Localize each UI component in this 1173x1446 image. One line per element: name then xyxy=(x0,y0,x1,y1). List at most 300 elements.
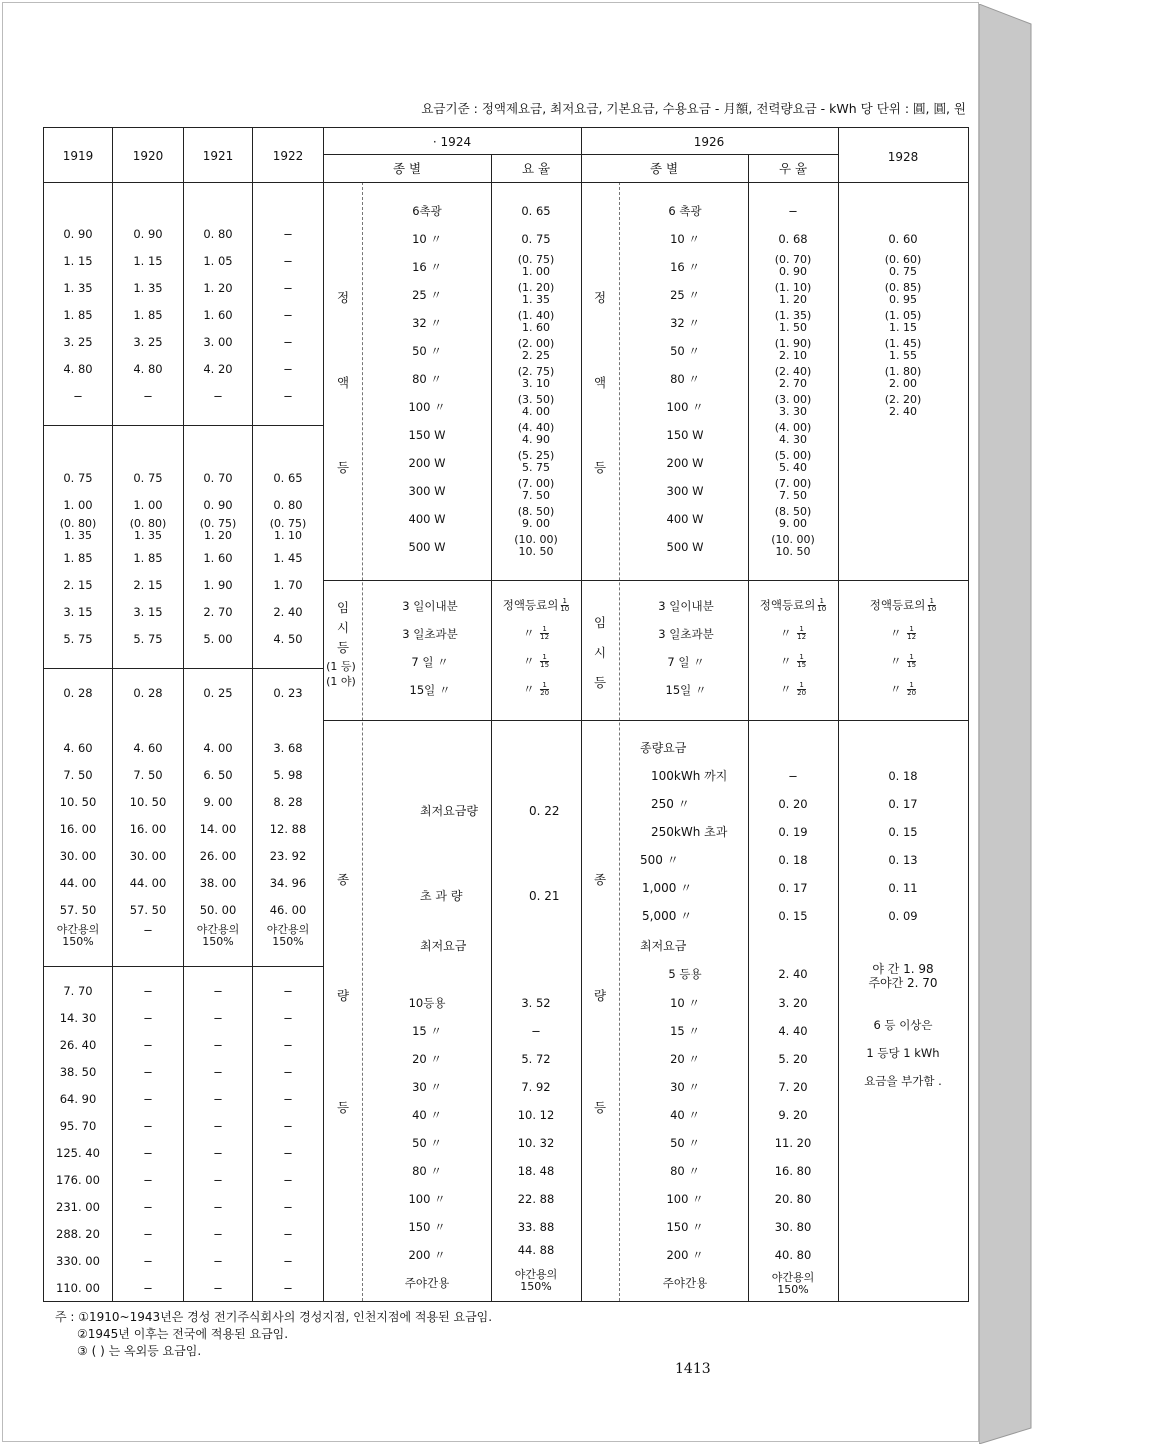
flat-kind-1926-1: 10 〃 xyxy=(670,232,700,246)
footnote-1: 주 : ①1910~1943년은 경성 전기주식회사의 경성지점, 인천지점에 적용된 요금임. xyxy=(55,1310,493,1324)
meter-kind-1924-10: 주야간용 xyxy=(404,1276,450,1290)
temp-rate-1924-1 xyxy=(523,626,549,641)
header-1924: · 1924 xyxy=(432,135,472,149)
header-1920: 1920 xyxy=(132,149,164,163)
flat-rate-1926-12: (10. 00) 10. 50 xyxy=(771,533,815,558)
meter-kind-1924-6: 80 〃 xyxy=(412,1164,442,1178)
footnotes xyxy=(55,1309,492,1360)
cell-1920-row-11: 2. 15 xyxy=(133,578,163,592)
meter-rate-1924-5: 10. 32 xyxy=(517,1136,555,1150)
flat-rate-1926-10: (7. 00) 7. 50 xyxy=(774,477,812,502)
page-number: 1413 xyxy=(675,1361,711,1377)
cell-1919-row-6: − xyxy=(73,389,83,403)
cell-1921-row-31: − xyxy=(213,1200,223,1214)
flat-group-1926-2: 등 xyxy=(593,460,607,475)
flat-kind-1926-11: 400 W xyxy=(666,512,704,526)
flat-group-1926-1: 액 xyxy=(593,375,607,390)
flat-rate-1924-7: (3. 50) 4. 00 xyxy=(517,393,555,418)
cell-1920-row-14: 0. 28 xyxy=(133,686,163,700)
temp-rate-1924-0 xyxy=(503,598,569,613)
cell-1922-row-11: 1. 70 xyxy=(273,578,303,592)
cell-1922-row-3: − xyxy=(283,308,293,322)
meter-note-1928-line-0: 6 등 이상은 xyxy=(873,1018,933,1032)
cell-1921-row-21: 50. 00 xyxy=(199,903,237,917)
flat-rate-1928-4: (1. 45) 1. 55 xyxy=(884,337,922,362)
temp-rate-1926-1-label: 〃 xyxy=(779,626,796,640)
cell-1922-row-34: − xyxy=(283,1281,293,1295)
meter-rate-1928-top-3: 0. 13 xyxy=(888,853,918,867)
flat-kind-1924-12: 500 W xyxy=(408,540,446,554)
cell-1919-row-22: 야간용의 150% xyxy=(56,923,100,948)
temp-group-1924-1: 시 xyxy=(336,620,350,635)
flat-rate-1924-4: (1. 40) 1. 60 xyxy=(517,309,555,334)
cell-1922-row-29: − xyxy=(283,1146,293,1160)
cell-1921-row-8: 0. 90 xyxy=(203,498,233,512)
meter-kind-1926-2: 15 〃 xyxy=(670,1024,700,1038)
meter-kind-1924-2: 20 〃 xyxy=(412,1052,442,1066)
cell-1919-row-10: 1. 85 xyxy=(63,551,93,565)
footnote-2: ②1945년 이후는 전국에 적용된 요금임. xyxy=(77,1327,289,1341)
cell-1922-row-27: − xyxy=(283,1092,293,1106)
cell-1922-row-13: 4. 50 xyxy=(273,632,303,646)
temp-rate-1928-0-fraction: $\frac{1}{10}$ xyxy=(927,597,937,613)
meter-rate-1926-7: 16. 80 xyxy=(774,1164,812,1178)
cell-1921-row-11: 1. 90 xyxy=(203,578,233,592)
flat-group-1924-0: 정 xyxy=(336,290,350,305)
flat-rate-1926-9: (5. 00) 5. 40 xyxy=(774,449,812,474)
meter-kind-1926-7: 80 〃 xyxy=(670,1164,700,1178)
meter-rate-1926-top-2: 0. 19 xyxy=(778,825,808,839)
meter-rate-1924-1: − xyxy=(531,1024,541,1038)
flat-kind-1926-4: 32 〃 xyxy=(670,316,700,330)
cell-1921-row-15: 4. 00 xyxy=(203,741,233,755)
meter-rate-1924-6: 18. 48 xyxy=(517,1164,555,1178)
cell-1921-row-7: 0. 70 xyxy=(203,471,233,485)
flat-kind-1926-12: 500 W xyxy=(666,540,704,554)
temp-rate-1924-2-fraction: $\frac{1}{15}$ xyxy=(540,653,550,669)
flat-kind-1924-11: 400 W xyxy=(408,512,446,526)
flat-rate-1924-5: (2. 00) 2. 25 xyxy=(517,337,555,362)
flat-group-1926-0: 정 xyxy=(593,290,607,305)
meter-rate-1924-top-1: 0. 21 xyxy=(529,889,560,903)
cell-1919-row-25: 26. 40 xyxy=(59,1038,97,1052)
flat-kind-1926-8: 150 W xyxy=(666,428,704,442)
cell-1922-row-23: − xyxy=(283,984,293,998)
cell-1922-row-18: 12. 88 xyxy=(269,822,307,836)
flat-kind-1926-10: 300 W xyxy=(666,484,704,498)
cell-1921-row-19: 26. 00 xyxy=(199,849,237,863)
flat-rate-1924-1: 0. 75 xyxy=(521,232,551,246)
temp-rate-1926-1-fraction: $\frac{1}{12}$ xyxy=(797,625,807,641)
header-kind-1924: 종 별 xyxy=(392,161,422,176)
cell-1922-row-21: 46. 00 xyxy=(269,903,307,917)
cell-1920-row-29: − xyxy=(143,1146,153,1160)
cell-1919-row-9: (0. 80) 1. 35 xyxy=(59,517,97,542)
cell-1919-row-1: 1. 15 xyxy=(63,254,93,268)
meter-kind-1924-8: 150 〃 xyxy=(408,1220,446,1234)
meter-kind-1926-5: 40 〃 xyxy=(670,1108,700,1122)
temp-rate-1928-1-fraction: $\frac{1}{12}$ xyxy=(907,625,917,641)
cell-1920-row-20: 44. 00 xyxy=(129,876,167,890)
header-1919: 1919 xyxy=(62,149,94,163)
meter-rate-1924-top-0: 0. 22 xyxy=(529,804,560,818)
cell-1920-row-2: 1. 35 xyxy=(133,281,163,295)
header-1928: 1928 xyxy=(887,150,919,164)
cell-1922-row-19: 23. 92 xyxy=(269,849,307,863)
cell-1920-row-12: 3. 15 xyxy=(133,605,163,619)
cell-1921-row-20: 38. 00 xyxy=(199,876,237,890)
cell-1921-row-32: − xyxy=(213,1227,223,1241)
flat-rate-1928-5: (1. 80) 2. 00 xyxy=(884,365,922,390)
flat-rate-1926-1: 0. 68 xyxy=(778,232,808,246)
cell-1922-row-22: 야간용의 150% xyxy=(266,923,310,948)
meter-rate-1924-2: 5. 72 xyxy=(521,1052,551,1066)
temp-rate-1926-3-fraction: $\frac{1}{20}$ xyxy=(797,681,807,697)
cell-1919-row-34: 110. 00 xyxy=(56,1281,100,1295)
cell-1920-row-18: 16. 00 xyxy=(129,822,167,836)
cell-1920-row-17: 10. 50 xyxy=(129,795,167,809)
meter-rate-1928-top-5: 0. 09 xyxy=(888,909,918,923)
meter-kind-1926-top-3: 250kWh 초과 xyxy=(651,825,728,839)
meter-kind-1926-1: 10 〃 xyxy=(670,996,700,1010)
meter-kind-1924-4: 40 〃 xyxy=(412,1108,442,1122)
cell-1920-row-7: 0. 75 xyxy=(133,471,163,485)
cell-1920-row-27: − xyxy=(143,1092,153,1106)
meter-kind-1926-top-5: 1,000 〃 xyxy=(642,881,693,895)
footnote-3: ③ ( ) 는 옥외등 요금임. xyxy=(77,1344,202,1358)
meter-rate-1924-0: 3. 52 xyxy=(521,996,551,1010)
temp-rate-1926-3 xyxy=(780,682,806,697)
meter-rate-1926-1: 3. 20 xyxy=(778,996,808,1010)
temp-kind-1924-3: 15일 〃 xyxy=(409,683,451,697)
temp-rate-1926-2-fraction: $\frac{1}{15}$ xyxy=(797,653,807,669)
meter-rate-1926-11: 야간용의 150% xyxy=(771,1271,815,1296)
flat-kind-1924-5: 50 〃 xyxy=(412,344,442,358)
flat-rate-1924-12: (10. 00) 10. 50 xyxy=(514,533,558,558)
header-rate-1924: 요 율 xyxy=(521,161,551,176)
cell-1922-row-30: − xyxy=(283,1173,293,1187)
cell-1919-row-0: 0. 90 xyxy=(63,227,93,241)
cell-1922-row-25: − xyxy=(283,1038,293,1052)
cell-1919-row-30: 176. 00 xyxy=(56,1173,100,1187)
flat-rate-1928-3: (1. 05) 1. 15 xyxy=(884,309,922,334)
cell-1920-row-31: − xyxy=(143,1200,153,1214)
temp-rate-1928-3-label: 〃 xyxy=(889,682,906,696)
cell-1920-row-32: − xyxy=(143,1227,153,1241)
cell-1921-row-5: 4. 20 xyxy=(203,362,233,376)
cell-1922-row-14: 0. 23 xyxy=(273,686,303,700)
cell-1919-row-8: 1. 00 xyxy=(63,498,93,512)
flat-rate-1924-8: (4. 40) 4. 90 xyxy=(517,421,555,446)
cell-1921-row-34: − xyxy=(213,1281,223,1295)
cell-1920-row-19: 30. 00 xyxy=(129,849,167,863)
flat-rate-1928-2: (0. 85) 0. 95 xyxy=(884,281,922,306)
meter-note-1928-night: 야 간 1. 98 주야간 2. 70 xyxy=(868,962,938,990)
meter-rate-1926-4: 7. 20 xyxy=(778,1080,808,1094)
flat-rate-1924-0: 0. 65 xyxy=(521,204,551,218)
meter-kind-1926-9: 150 〃 xyxy=(666,1220,704,1234)
cell-1922-row-0: − xyxy=(283,227,293,241)
meter-kind-1926-0: 5 등용 xyxy=(668,967,702,981)
meter-rate-1924-10: 야간용의 150% xyxy=(514,1268,558,1293)
cell-1919-row-15: 4. 60 xyxy=(63,741,93,755)
meter-group-1926-2: 등 xyxy=(593,1100,607,1115)
cell-1920-row-34: − xyxy=(143,1281,153,1295)
meter-kind-1926-8: 100 〃 xyxy=(666,1192,704,1206)
meter-rate-1926-10: 40. 80 xyxy=(774,1248,812,1262)
meter-rate-1924-8: 33. 88 xyxy=(517,1220,555,1234)
cell-1921-row-30: − xyxy=(213,1173,223,1187)
meter-kind-1926-10: 200 〃 xyxy=(666,1248,704,1262)
meter-rate-1926-3: 5. 20 xyxy=(778,1052,808,1066)
cell-1920-row-4: 3. 25 xyxy=(133,335,163,349)
cell-1922-row-26: − xyxy=(283,1065,293,1079)
flat-rate-1928-0: 0. 60 xyxy=(888,232,918,246)
cell-1922-row-9: (0. 75) 1. 10 xyxy=(269,517,307,542)
meter-kind-1924-top-2: 최저요금 xyxy=(420,939,467,953)
flat-kind-1924-0: 6촉광 xyxy=(412,204,442,218)
temp-rate-1924-2-label: 〃 xyxy=(522,654,539,668)
cell-1921-row-10: 1. 60 xyxy=(203,551,233,565)
cell-1919-row-27: 64. 90 xyxy=(59,1092,97,1106)
cell-1919-row-20: 44. 00 xyxy=(59,876,97,890)
meter-note-1928-line-2: 요금을 부가함 . xyxy=(864,1074,942,1088)
flat-rate-1926-11: (8. 50) 9. 00 xyxy=(774,505,812,530)
cell-1921-row-1: 1. 05 xyxy=(203,254,233,268)
flat-rate-1926-7: (3. 00) 3. 30 xyxy=(774,393,812,418)
temp-rate-1928-1-label: 〃 xyxy=(889,626,906,640)
flat-rate-1926-6: (2. 40) 2. 70 xyxy=(774,365,812,390)
cell-1919-row-7: 0. 75 xyxy=(63,471,93,485)
flat-rate-1926-4: (1. 35) 1. 50 xyxy=(774,309,812,334)
cell-1920-row-8: 1. 00 xyxy=(133,498,163,512)
temp-rate-1928-2-label: 〃 xyxy=(889,654,906,668)
cell-1920-row-24: − xyxy=(143,1011,153,1025)
flat-group-1924-2: 등 xyxy=(336,460,350,475)
header-1926: 1926 xyxy=(693,135,725,149)
cell-1919-row-26: 38. 50 xyxy=(59,1065,97,1079)
temp-rate-1924-1-fraction: $\frac{1}{12}$ xyxy=(540,625,550,641)
cell-1919-row-17: 10. 50 xyxy=(59,795,97,809)
cell-1921-row-33: − xyxy=(213,1254,223,1268)
cell-1919-row-4: 3. 25 xyxy=(63,335,93,349)
flat-rate-1928-6: (2. 20) 2. 40 xyxy=(884,393,922,418)
temp-kind-1924-1: 3 일초과분 xyxy=(402,627,458,641)
cell-1920-row-26: − xyxy=(143,1065,153,1079)
temp-rate-1926-3-label: 〃 xyxy=(779,682,796,696)
meter-rate-1926-top-0: − xyxy=(788,769,798,783)
meter-rate-1926-top-4: 0. 17 xyxy=(778,881,808,895)
temp-rate-1926-2 xyxy=(780,654,806,669)
cell-1920-row-25: − xyxy=(143,1038,153,1052)
temp-group-1926-1: 시 xyxy=(593,645,607,660)
flat-rate-1924-10: (7. 00) 7. 50 xyxy=(517,477,555,502)
cell-1921-row-12: 2. 70 xyxy=(203,605,233,619)
cell-1921-row-6: − xyxy=(213,389,223,403)
meter-kind-1926-4: 30 〃 xyxy=(670,1080,700,1094)
cell-1921-row-22: 야간용의 150% xyxy=(196,923,240,948)
meter-kind-1924-7: 100 〃 xyxy=(408,1192,446,1206)
meter-kind-1926-top-2: 250 〃 xyxy=(651,797,690,811)
cell-1919-row-11: 2. 15 xyxy=(63,578,93,592)
cell-1919-row-18: 16. 00 xyxy=(59,822,97,836)
meter-rate-1924-4: 10. 12 xyxy=(517,1108,555,1122)
meter-group-1926-0: 종 xyxy=(593,872,607,887)
cell-1919-row-24: 14. 30 xyxy=(59,1011,97,1025)
meter-kind-1926-top-7: 최저요금 xyxy=(640,939,687,953)
cell-1922-row-15: 3. 68 xyxy=(273,741,303,755)
temp-kind-1926-0: 3 일이내분 xyxy=(658,599,714,613)
cell-1922-row-6: − xyxy=(283,389,293,403)
flat-kind-1924-6: 80 〃 xyxy=(412,372,442,386)
meter-kind-1926-6: 50 〃 xyxy=(670,1136,700,1150)
temp-rate-1924-3 xyxy=(523,682,549,697)
flat-kind-1924-4: 32 〃 xyxy=(412,316,442,330)
meter-kind-1926-top-4: 500 〃 xyxy=(640,853,679,867)
flat-rate-1928-1: (0. 60) 0. 75 xyxy=(884,253,922,278)
meter-rate-1928-top-4: 0. 11 xyxy=(888,881,918,895)
temp-rate-1924-0-label: 정액등료의 xyxy=(502,598,559,612)
meter-kind-1924-9: 200 〃 xyxy=(408,1248,446,1262)
cell-1920-row-23: − xyxy=(143,984,153,998)
meter-group-1924-0: 종 xyxy=(336,872,350,887)
cell-1922-row-12: 2. 40 xyxy=(273,605,303,619)
flat-kind-1926-0: 6 촉광 xyxy=(668,204,702,218)
flat-rate-1926-5: (1. 90) 2. 10 xyxy=(774,337,812,362)
temp-group-1924-2: 등 xyxy=(336,640,350,655)
cell-1919-row-5: 4. 80 xyxy=(63,362,93,376)
temp-group-1924-0: 임 xyxy=(336,600,350,615)
flat-kind-1924-9: 200 W xyxy=(408,456,446,470)
header-kind-1926: 종 별 xyxy=(649,161,679,176)
flat-kind-1924-2: 16 〃 xyxy=(412,260,442,274)
flat-kind-1924-3: 25 〃 xyxy=(412,288,442,302)
temp-rate-1926-1 xyxy=(780,626,806,641)
unit-header: 요금기준 : 정액제요금, 최저요금, 기본요금, 수용요금 - 月額, 전력량요금 - kWh 당 단위 : 圓, 圓, 원 xyxy=(421,101,966,116)
meter-group-1924-1: 량 xyxy=(336,988,350,1003)
flat-kind-1926-9: 200 W xyxy=(666,456,704,470)
flat-kind-1924-10: 300 W xyxy=(408,484,446,498)
meter-rate-1926-6: 11. 20 xyxy=(774,1136,812,1150)
meter-kind-1924-top-1: 초 과 량 xyxy=(420,889,463,903)
flat-kind-1924-8: 150 W xyxy=(408,428,446,442)
cell-1922-row-7: 0. 65 xyxy=(273,471,303,485)
meter-kind-1924-0: 10등용 xyxy=(408,996,446,1010)
cell-1921-row-26: − xyxy=(213,1065,223,1079)
meter-kind-1924-3: 30 〃 xyxy=(412,1080,442,1094)
cell-1920-row-3: 1. 85 xyxy=(133,308,163,322)
cell-1922-row-1: − xyxy=(283,254,293,268)
cell-1921-row-25: − xyxy=(213,1038,223,1052)
cell-1921-row-24: − xyxy=(213,1011,223,1025)
cell-1919-row-19: 30. 00 xyxy=(59,849,97,863)
flat-rate-1924-9: (5. 25) 5. 75 xyxy=(517,449,555,474)
meter-kind-1926-11: 주야간용 xyxy=(662,1276,708,1290)
header-1921: 1921 xyxy=(202,149,234,163)
cell-1919-row-12: 3. 15 xyxy=(63,605,93,619)
temp-kind-1924-2: 7 일 〃 xyxy=(411,655,449,669)
temp-rate-1924-3-label: 〃 xyxy=(522,682,539,696)
temp-rate-1926-2-label: 〃 xyxy=(779,654,796,668)
temp-rate-1926-0-label: 정액등료의 xyxy=(759,598,816,612)
meter-rate-1926-9: 30. 80 xyxy=(774,1220,812,1234)
cell-1921-row-18: 14. 00 xyxy=(199,822,237,836)
flat-kind-1924-7: 100 〃 xyxy=(408,400,446,414)
flat-rate-1924-11: (8. 50) 9. 00 xyxy=(517,505,555,530)
temp-rate-1928-3-fraction: $\frac{1}{20}$ xyxy=(907,681,917,697)
cell-1920-row-10: 1. 85 xyxy=(133,551,163,565)
flat-rate-1926-2: (0. 70) 0. 90 xyxy=(774,253,812,278)
meter-rate-1924-9: 44. 88 xyxy=(517,1243,555,1257)
meter-kind-1924-top-0: 최저요금량 xyxy=(420,804,478,818)
cell-1922-row-20: 34. 96 xyxy=(269,876,307,890)
meter-rate-1924-7: 22. 88 xyxy=(517,1192,555,1206)
meter-note-1928-line-1: 1 등당 1 kWh xyxy=(866,1046,940,1060)
meter-rate-1924-3: 7. 92 xyxy=(521,1080,551,1094)
meter-rate-1926-5: 9. 20 xyxy=(778,1108,808,1122)
cell-1920-row-16: 7. 50 xyxy=(133,768,163,782)
temp-rate-1926-0 xyxy=(760,598,826,613)
flat-kind-1924-1: 10 〃 xyxy=(412,232,442,246)
flat-kind-1926-7: 100 〃 xyxy=(666,400,704,414)
cell-1919-row-21: 57. 50 xyxy=(59,903,97,917)
cell-1919-row-2: 1. 35 xyxy=(63,281,93,295)
temp-rate-1928-0-label: 정액등료의 xyxy=(869,598,926,612)
meter-rate-1928-top-1: 0. 17 xyxy=(888,797,918,811)
cell-1921-row-14: 0. 25 xyxy=(203,686,233,700)
meter-kind-1926-3: 20 〃 xyxy=(670,1052,700,1066)
temp-rate-1928-2 xyxy=(890,654,916,669)
temp-rate-1924-3-fraction: $\frac{1}{20}$ xyxy=(540,681,550,697)
cell-1920-row-28: − xyxy=(143,1119,153,1133)
flat-rate-1924-3: (1. 20) 1. 35 xyxy=(517,281,555,306)
temp-group-1926-2: 등 xyxy=(593,675,607,690)
cell-1920-row-9: (0. 80) 1. 35 xyxy=(129,517,167,542)
cell-1921-row-2: 1. 20 xyxy=(203,281,233,295)
temp-rate-1926-0-fraction: $\frac{1}{10}$ xyxy=(817,597,827,613)
meter-kind-1924-5: 50 〃 xyxy=(412,1136,442,1150)
header-1922: 1922 xyxy=(272,149,304,163)
meter-rate-1926-top-3: 0. 18 xyxy=(778,853,808,867)
cell-1922-row-5: − xyxy=(283,362,293,376)
cell-1919-row-29: 125. 40 xyxy=(56,1146,100,1160)
flat-group-1924-1: 액 xyxy=(336,375,350,390)
temp-rate-1928-0 xyxy=(870,598,936,613)
cell-1921-row-13: 5. 00 xyxy=(203,632,233,646)
flat-kind-1926-5: 50 〃 xyxy=(670,344,700,358)
cell-1919-row-31: 231. 00 xyxy=(56,1200,100,1214)
temp-group-1926-0: 임 xyxy=(593,615,607,630)
flat-kind-1926-6: 80 〃 xyxy=(670,372,700,386)
meter-rate-1928-top-2: 0. 15 xyxy=(888,825,918,839)
cell-1920-row-5: 4. 80 xyxy=(133,362,163,376)
cell-1920-row-33: − xyxy=(143,1254,153,1268)
cell-1922-row-8: 0. 80 xyxy=(273,498,303,512)
cell-1921-row-28: − xyxy=(213,1119,223,1133)
meter-rate-1926-8: 20. 80 xyxy=(774,1192,812,1206)
cell-1919-row-23: 7. 70 xyxy=(63,984,93,998)
cell-1919-row-13: 5. 75 xyxy=(63,632,93,646)
cell-1922-row-17: 8. 28 xyxy=(273,795,303,809)
cell-1920-row-13: 5. 75 xyxy=(133,632,163,646)
temp-group-1924-4: (1 야) xyxy=(326,675,356,688)
cell-1922-row-2: − xyxy=(283,281,293,295)
temp-rate-1924-1-label: 〃 xyxy=(522,626,539,640)
flat-kind-1926-2: 16 〃 xyxy=(670,260,700,274)
meter-rate-1926-0: 2. 40 xyxy=(778,967,808,981)
cell-1920-row-1: 1. 15 xyxy=(133,254,163,268)
cell-1919-row-16: 7. 50 xyxy=(63,768,93,782)
